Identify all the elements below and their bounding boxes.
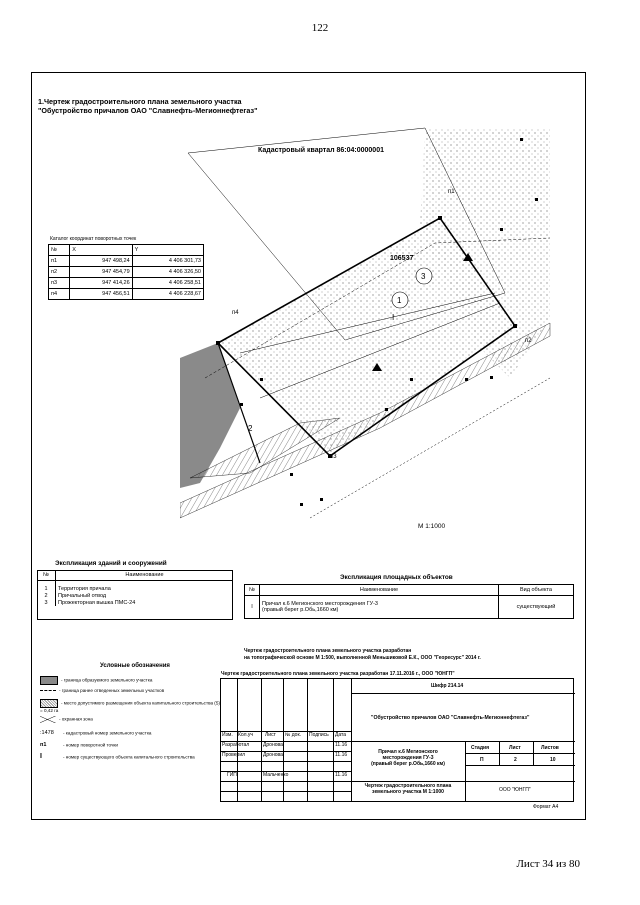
stamp-header: Подпись: [309, 732, 329, 738]
table-cell: 3: [37, 599, 56, 606]
buildings-title: Экспликация зданий и сооружений: [55, 560, 167, 567]
table-cell: 2: [37, 592, 56, 599]
stamp-header: Дата: [335, 732, 347, 738]
stamp-header: № док.: [285, 732, 302, 738]
page-number: 122: [311, 22, 329, 34]
table-cell: 4 406 228,67: [132, 289, 203, 300]
table-cell: Причальный отвод: [58, 592, 107, 599]
stamp-header: Изм.: [222, 732, 233, 738]
col-header: Наименование: [56, 570, 234, 581]
table-cell: I: [245, 596, 260, 619]
coord-catalog-table: [48, 244, 204, 300]
table-row: [49, 289, 204, 300]
legend-symbol-object: I: [40, 753, 42, 760]
stamp-date: 11.16: [335, 752, 348, 758]
title-line-2: "Обустройство причалов ОАО "Славнефть-Мегионнефтегаз": [38, 106, 258, 115]
stamp-code: Шифр 214.14: [431, 683, 464, 689]
legend-item: - место допустимого размещения объекта капитального строительства (5) = 0,42 га: [40, 700, 220, 713]
format-label: Формат А4: [533, 804, 559, 810]
table-row: [49, 267, 204, 278]
table-cell: п4: [49, 289, 70, 300]
point-label-p1: п1: [448, 189, 455, 195]
legend-item: :1478 - кадастровый номер земельного участка: [40, 730, 152, 736]
note-line-3: Чертеж градостроительного плана земельного участка разработан 17.11.2016 г., ООО "ЮНГП": [221, 671, 455, 677]
area-name-line2: (правый берег р.Обь,1660 км): [262, 607, 339, 613]
legend-symbol-parcel: [40, 676, 58, 685]
point-label-p2: п2: [525, 338, 532, 344]
col-header: №: [49, 245, 70, 256]
stamp-header: Лист: [265, 732, 276, 738]
zone-label-2: 2: [248, 424, 253, 433]
legend-item: I - номер существующего объекта капитального строительства: [40, 753, 195, 760]
col-header: X: [70, 245, 132, 256]
stamp-name: Дронова: [263, 752, 283, 758]
table-row: [49, 256, 204, 267]
stamp-name: Дронова: [263, 742, 283, 748]
stamp-date: 11.16: [335, 742, 348, 748]
cadastral-quarter-label: Кадастровый квартал 86:04:0000001: [258, 147, 384, 154]
legend-symbol-protection-zone: [40, 716, 56, 723]
table-cell: 4 406 258,51: [132, 278, 203, 289]
stamp-stage-header: Стадия: [471, 745, 490, 751]
stamp-sheet: 2: [514, 757, 517, 763]
legend-symbol-point: п1: [40, 742, 47, 748]
col-header: Наименование: [260, 585, 499, 596]
table-cell: 947 456,51: [70, 289, 132, 300]
table-cell: 947 498,24: [70, 256, 132, 267]
legend-title: Условные обозначения: [100, 663, 170, 669]
table-cell: п1: [49, 256, 70, 267]
table-row: [37, 599, 233, 606]
col-header: №: [245, 585, 260, 596]
table-row: [37, 592, 233, 599]
legend-item: - охранная зона: [40, 716, 220, 723]
point-label-p3: п3: [330, 454, 337, 460]
stamp-name: Мальченко: [263, 772, 289, 778]
legend-item: п1 - номер поворотной точки: [40, 742, 118, 748]
stamp-sheets-header: Листов: [541, 745, 559, 751]
table-cell: 947 414,26: [70, 278, 132, 289]
legend-symbol-building-area: [40, 699, 58, 708]
table-cell: существующий: [499, 596, 574, 619]
title-block: [220, 678, 574, 802]
point-label-p4: п4: [232, 310, 239, 316]
table-cell: 947 454,79: [70, 267, 132, 278]
legend-item: - граница ранее отведенных земельных участков: [40, 688, 220, 694]
table-cell: [260, 596, 499, 619]
table-cell: Прожекторная вышка ПМС-24: [58, 599, 136, 606]
note-line-2: на топографической основе М 1:500, выполненной Меньшиковой Е.К., ООО "Георесурс" 2014 г.: [244, 655, 481, 661]
stamp-date: 11.16: [335, 772, 348, 778]
stamp-role: ГИП: [227, 772, 237, 778]
map-scale: М 1:1000: [418, 523, 446, 530]
table-header-row: [245, 585, 574, 596]
table-header-row: [49, 245, 204, 256]
col-header: №: [37, 570, 56, 581]
col-header: Вид объекта: [499, 585, 574, 596]
stamp-object: Причал к.6 Мегионского месторождения ГУ-3 (правый берег р.Обь,1660 км): [371, 749, 445, 767]
table-cell: 4 406 301,73: [132, 256, 203, 267]
table-row: [245, 596, 574, 619]
title-line-1: 1.Чертеж градостроительного плана земельного участка: [38, 97, 242, 106]
coord-catalog-caption: Каталог координат поворотных точек: [50, 236, 137, 242]
table-cell: 4 406 326,50: [132, 267, 203, 278]
area-name-line1: Причал к.6 Мегионского месторождения ГУ-3: [262, 601, 378, 607]
stamp-drawing-title: Чертеж градостроительного плана земельного участка М 1:1000: [364, 783, 452, 795]
stamp-sheet-header: Лист: [509, 745, 521, 751]
table-cell: Территория причала: [58, 585, 111, 592]
note-line-1: Чертеж градостроительного плана земельного участка разработан: [244, 648, 412, 654]
zone-label-3: 3: [421, 272, 426, 281]
notes: [244, 648, 574, 662]
page-footer: Лист 34 из 80: [516, 858, 580, 870]
legend-symbol-cadastral: :1478: [40, 730, 54, 736]
stamp-role: Разработал: [222, 742, 250, 748]
object-label-roman: I: [392, 313, 395, 322]
table-cell: 1: [37, 585, 56, 592]
stamp-project: "Обустройство причалов ОАО "Славнефть-Мегионнефтегаз": [371, 715, 530, 721]
table-row: [37, 585, 233, 592]
stamp-sheets: 10: [550, 757, 556, 763]
table-row: [49, 278, 204, 289]
stamp-role: Проверил: [222, 752, 246, 758]
legend-item: - граница образуемого земельного участка: [40, 676, 220, 685]
stamp-stage: П: [480, 757, 484, 763]
areas-table: [244, 584, 574, 619]
buildings-table: [37, 570, 233, 606]
table-header-row: [37, 570, 233, 581]
legend-symbol-previous-boundary: [40, 690, 56, 691]
stamp-header: Кол.уч: [238, 732, 253, 738]
col-header: Y: [132, 245, 203, 256]
table-cell: п2: [49, 267, 70, 278]
stamp-company: ООО "ЮНГП": [499, 787, 531, 793]
areas-title: Экспликация площадных объектов: [340, 574, 453, 581]
zone-label-1: 1: [397, 296, 402, 305]
table-cell: п3: [49, 278, 70, 289]
parcel-number: 106537: [390, 255, 414, 262]
